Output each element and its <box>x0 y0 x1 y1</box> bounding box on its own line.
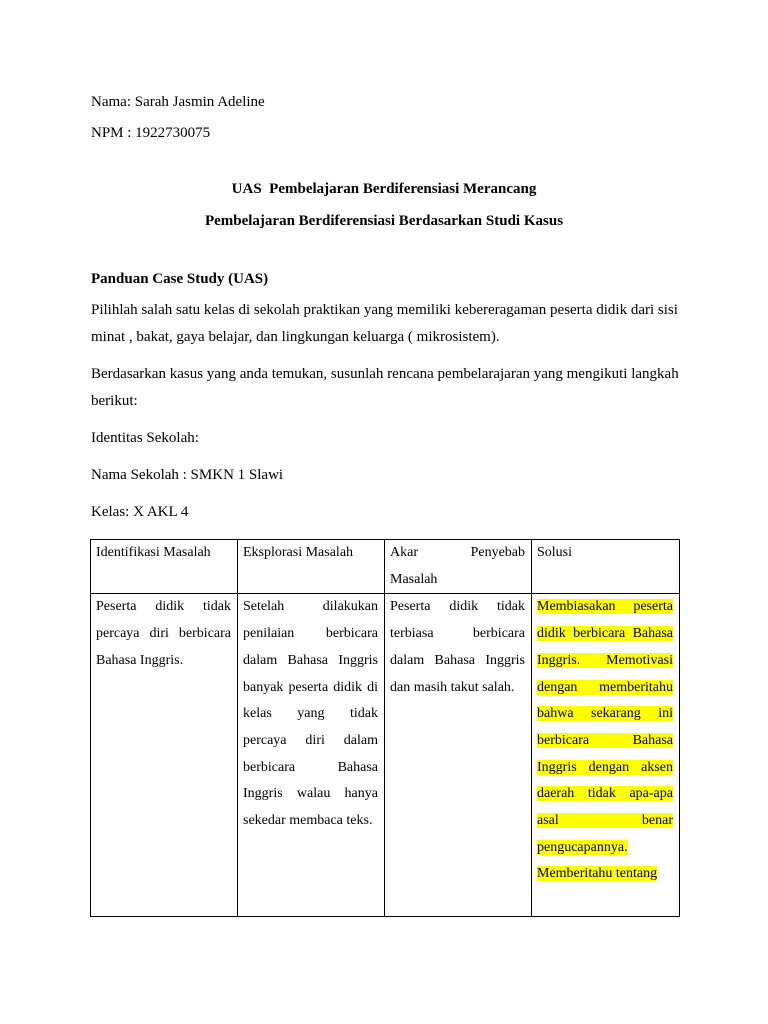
table-header-row <box>91 540 680 594</box>
cell-identifikasi-masalah: Peserta didik tidak percaya diri berbicara Bahasa Inggris. <box>91 594 238 917</box>
student-name: Nama: Sarah Jasmin Adeline <box>91 94 265 110</box>
header-identifikasi-masalah: Identifikasi Masalah <box>91 540 238 594</box>
guide-paragraph-2: Berdasarkan kasus yang anda temukan, susunlah rencana pembelarajaran yang mengikuti langkah berikut: <box>91 366 679 409</box>
school-name: Nama Sekolah : SMKN 1 Slawi <box>91 467 284 483</box>
class-name: Kelas: X AKL 4 <box>91 504 189 520</box>
solusi-highlighted-text: Membiasakan peserta didik berbicara Bahasa Inggris. Memotivasi dengan memberitahu bahwa sekarang ini berbicara Bahasa Inggris dengan aksen daerah tidak apa-apa asal benar pengucapannya. Memberitahu tentang <box>537 599 673 882</box>
header-solusi: Solusi <box>532 540 680 594</box>
guide-heading: Panduan Case Study (UAS) <box>91 271 269 287</box>
guide-paragraph-1: Pilihlah salah satu kelas di sekolah praktikan yang memiliki kebereragaman peserta didik dari sisi minat , bakat, gaya belajar, dan lingkungan keluarga ( mikrosistem). <box>91 302 678 345</box>
cell-solusi <box>532 594 680 917</box>
header-eksplorasi-masalah: Eksplorasi Masalah <box>238 540 385 594</box>
student-npm: NPM : 1922730075 <box>91 125 211 141</box>
school-identity-label: Identitas Sekolah: <box>91 430 199 446</box>
cell-akar-penyebab-masalah: Peserta didik tidak terbiasa berbicara dalam Bahasa Inggris dan masih takut salah. <box>385 594 532 917</box>
case-study-table <box>90 539 680 917</box>
header-akar-penyebab-masalah: Akar Penyebab Masalah <box>385 540 532 594</box>
document-title-line-2: Pembelajaran Berdiferensiasi Berdasarkan Studi Kasus <box>204 213 564 229</box>
document-title-line-1: UAS Pembelajaran Berdiferensiasi Merancang <box>231 181 537 197</box>
table-row <box>91 594 680 917</box>
cell-eksplorasi-masalah: Setelah dilakukan penilaian berbicara dalam Bahasa Inggris banyak peserta didik di kelas yang tidak percaya diri dalam berbicara Bahasa Inggris walau hanya sekedar membaca teks. <box>238 594 385 917</box>
